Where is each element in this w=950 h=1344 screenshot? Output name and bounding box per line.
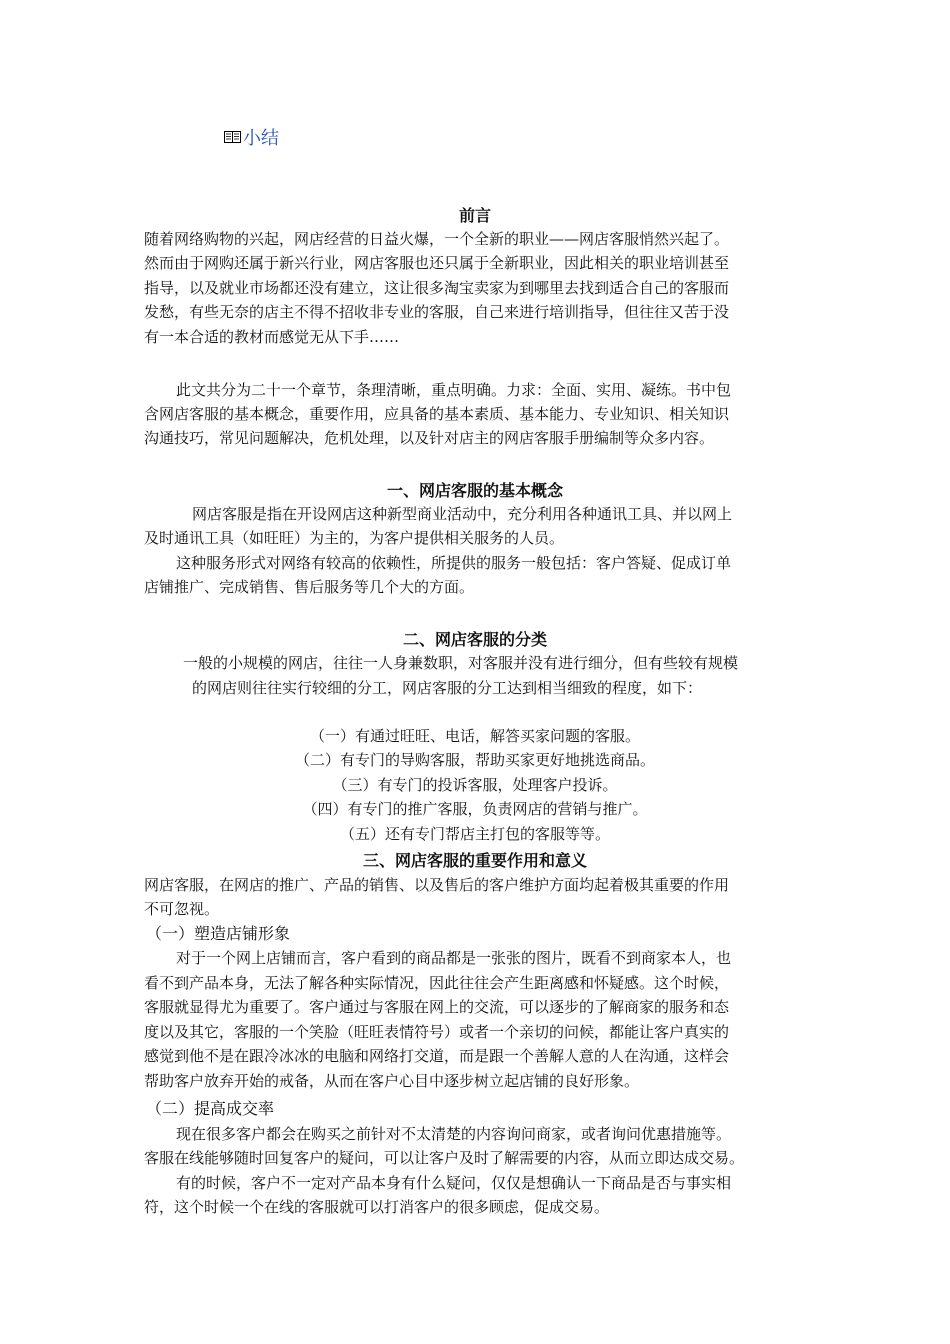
subsection-line: 感觉到他不是在跟冷冰冰的电脑和网络打交道，而是跟一个善解人意的人在沟通，这样会 <box>144 1047 730 1065</box>
book-icon <box>224 130 241 144</box>
toc-link-summary[interactable]: 小结 <box>243 128 279 149</box>
list-item: （四）有专门的推广客服，负责网店的营销与推广。 <box>302 800 648 818</box>
subsection-line: 对于一个网上店铺而言，客户看到的商品都是一张张的图片，既看不到商家本人，也 <box>176 949 732 967</box>
preface-line: 随着网络购物的兴起，网店经营的日益火爆，一个全新的职业——网店客服悄然兴起了。 <box>144 230 730 248</box>
preface-line: 沟通技巧，常见问题解决，危机处理，以及针对店主的网店客服手册编制等众多内容。 <box>144 429 715 447</box>
section1-title: 一、网店客服的基本概念 <box>386 481 563 500</box>
preface-line: 然而由于网购还属于新兴行业，网店客服也还只属于全新职业，因此相关的职业培训甚至 <box>144 254 730 272</box>
subsection-title: （一）塑造店铺形象 <box>146 924 291 943</box>
subsection-line: 看不到产品本身，无法了解各种实际情况，因此往往会产生距离感和怀疑感。这个时候， <box>144 974 730 992</box>
preface-line: 发愁，有些无奈的店主不得不招收非专业的客服，自己来进行培训指导，但往往又苦于没 <box>144 303 730 321</box>
toc-entry[interactable] <box>224 124 279 150</box>
subsection-title: （二）提高成交率 <box>146 1099 275 1118</box>
section2-title: 二、网店客服的分类 <box>402 630 547 649</box>
subsection-line: 客服在线能够随时回复客户的疑问，可以让客户及时了解需要的内容，从而立即达成交易。 <box>144 1149 745 1167</box>
subsection-line: 帮助客户放弃开始的戒备，从而在客户心目中逐步树立起店铺的良好形象。 <box>144 1072 640 1090</box>
subsection-line: 现在很多客户都会在购买之前针对不太清楚的内容询问商家，或者询问优惠措施等。 <box>176 1125 732 1143</box>
subsection-line: 符，这个时候一个在线的客服就可以打消客户的很多顾虑，促成交易。 <box>144 1198 610 1216</box>
section3-line: 网店客服，在网店的推广、产品的销售、以及售后的客户维护方面均起着极其重要的作用 <box>144 876 730 894</box>
subsection-line: 客服就显得尤为重要了。客户通过与客服在网上的交流，可以逐步的了解商家的服务和态 <box>144 998 730 1016</box>
list-item: （一）有通过旺旺、电话，解答买家问题的客服。 <box>309 727 640 745</box>
section1-line: 网店客服是指在开设网店这种新型商业活动中，充分利用各种通讯工具、并以网上 <box>192 505 733 523</box>
list-item: （五）还有专门帮店主打包的客服等等。 <box>339 825 610 843</box>
preface-line: 指导，以及就业市场都还没有建立，这让很多淘宝卖家为到哪里去找到适合自己的客服而 <box>144 279 730 297</box>
section3-title: 三、网店客服的重要作用和意义 <box>362 851 587 870</box>
subsection-line: 度以及其它，客服的一个笑脸（旺旺表情符号）或者一个亲切的问候，都能让客户真实的 <box>144 1023 730 1041</box>
list-item: （二）有专门的导购客服，帮助买家更好地挑选商品。 <box>294 751 655 769</box>
preface-line: 此文共分为二十一个章节，条理清晰，重点明确。力求：全面、实用、凝练。书中包 <box>176 381 732 399</box>
section2-line: 一般的小规模的网店，往往一人身兼数职，对客服并没有进行细分，但有些较有规模 <box>183 654 739 672</box>
preface-line: 有一本合适的教材而感觉无从下手…… <box>144 328 400 346</box>
preface-line: 含网店客服的基本概念，重要作用，应具备的基本素质、基本能力、专业知识、相关知识 <box>144 405 730 423</box>
section3-line: 不可忽视。 <box>144 900 220 918</box>
subsection-line: 有的时候，客户不一定对产品本身有什么疑问，仅仅是想确认一下商品是否与事实相 <box>176 1174 732 1192</box>
section1-line: 这种服务形式对网络有较高的依赖性，所提供的服务一般包括：客户答疑、促成订单 <box>176 554 732 572</box>
list-item: （三）有专门的投诉客服，处理客户投诉。 <box>332 776 618 794</box>
section2-line: 的网店则往往实行较细的分工，网店客服的分工达到相当细致的程度，如下： <box>192 679 703 697</box>
preface-title: 前言 <box>458 206 491 225</box>
section1-line: 店铺推广、完成销售、售后服务等几个大的方面。 <box>144 578 475 596</box>
section1-line: 及时通讯工具（如旺旺）为主的，为客户提供相关服务的人员。 <box>144 529 565 547</box>
